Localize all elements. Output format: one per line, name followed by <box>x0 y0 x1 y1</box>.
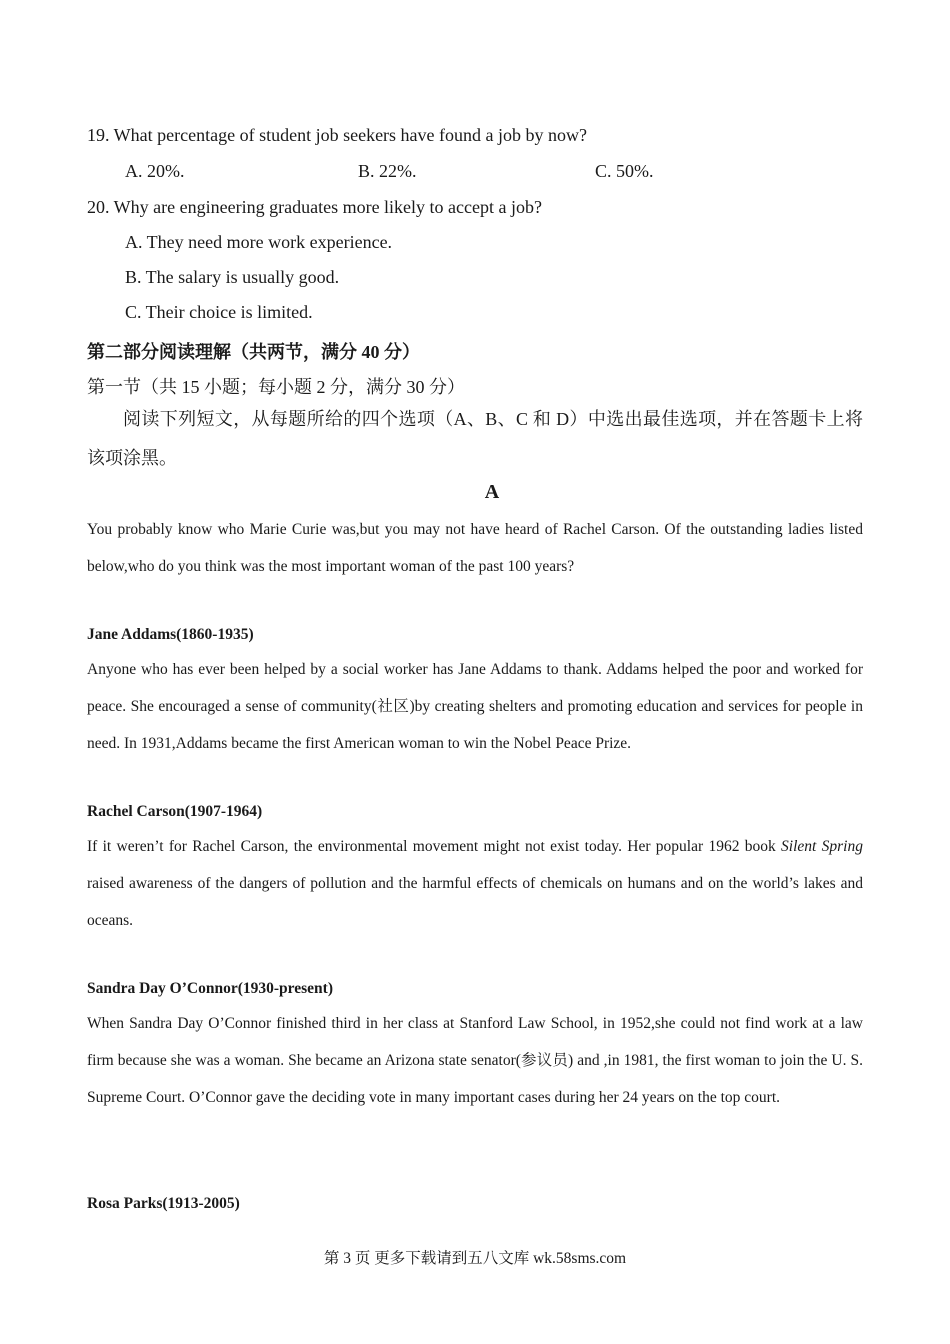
q19-option-b: B. 22%. <box>358 161 417 181</box>
section-title: 第二部分阅读理解（共两节，满分 40 分） <box>87 342 420 362</box>
section-instruction: 阅读下列短文，从每题所给的四个选项（A、B、C 和 D）中选出最佳选项，并在答题卡上将该项涂黑。 <box>87 409 863 468</box>
q19-option-a: A. 20%. <box>125 161 185 181</box>
q19-option-c: C. 50%. <box>595 161 654 181</box>
entry-heading-addams: Jane Addams(1860-1935) <box>87 626 254 643</box>
passage-intro: You probably know who Marie Curie was,but you may not have heard of Rachel Carson. Of the outstanding ladies listed below,who do you think was the most important woman of the past 100 years? <box>87 521 863 576</box>
book-title-silent-spring: Silent Spring <box>781 838 863 855</box>
question-20: 20. Why are engineering graduates more likely to accept a job? <box>87 197 542 217</box>
entry-heading-carson: Rachel Carson(1907-1964) <box>87 803 263 820</box>
carson-body-part2: raised awareness of the dangers of pollution and the harmful effects of chemicals on humans and on the world’s lakes and oceans. <box>87 875 863 930</box>
entry-body-oconnor: When Sandra Day O’Connor finished third in her class at Stanford Law School, in 1952,she could not find work at a law firm because she was a woman. She became an Arizona state senator(参议员) and ,in 1981, the first woman to join the U. S. Supreme Court. O’Connor gave the deciding vote in many important cases during her 24 years on the top court. <box>87 1015 863 1107</box>
entry-body-addams: Anyone who has ever been helped by a social worker has Jane Addams to thank. Addams helped the poor and worked for peace. She encouraged a sense of community(社区)by creating shelters and promoting education and services for people in need. In 1931,Addams became the first American woman to win the Nobel Peace Prize. <box>87 661 863 753</box>
entry-heading-oconnor: Sandra Day O’Connor(1930-present) <box>87 980 333 997</box>
carson-body-part1: If it weren’t for Rachel Carson, the environmental movement might not exist today. Her popular 1962 book <box>87 838 782 855</box>
section-subtitle: 第一节（共 15 小题；每小题 2 分，满分 30 分） <box>87 377 465 397</box>
entry-body-carson <box>87 828 863 940</box>
q20-option-a: A. They need more work experience. <box>125 232 393 252</box>
passage-letter: A <box>484 481 500 503</box>
q20-option-b: B. The salary is usually good. <box>125 267 340 287</box>
entry-heading-parks: Rosa Parks(1913-2005) <box>87 1195 240 1212</box>
q20-option-c: C. Their choice is limited. <box>125 302 313 322</box>
page-footer: 第 3 页 更多下载请到五八文库 wk.58sms.com <box>323 1250 627 1267</box>
question-19: 19. What percentage of student job seekers have found a job by now? <box>87 125 588 145</box>
